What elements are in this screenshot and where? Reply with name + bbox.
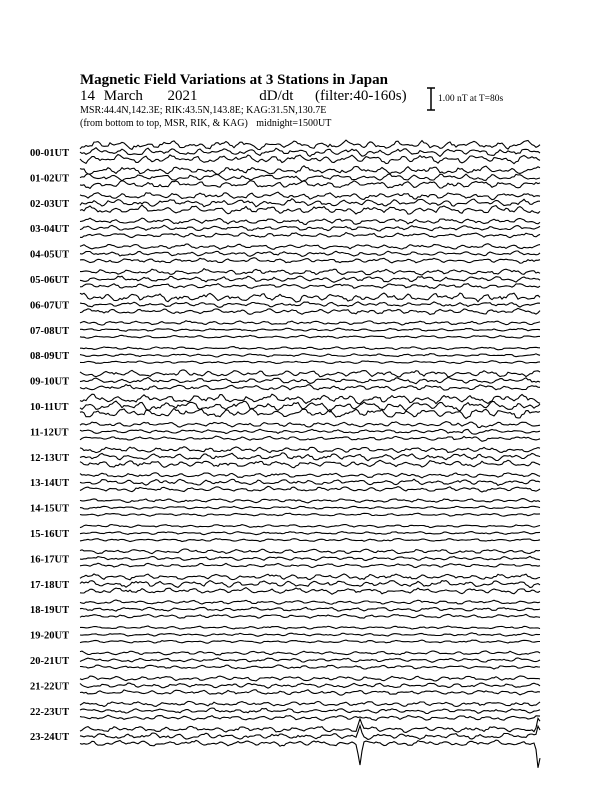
trace-rik (80, 328, 540, 331)
trace-msr (80, 181, 540, 189)
hour-label: 16-17UT (30, 554, 70, 566)
order-text: (from bottom to top, MSR, RIK, & KAG) (80, 118, 248, 129)
trace-msr (80, 205, 540, 214)
trace-kag (80, 676, 540, 681)
trace-rik (80, 453, 540, 461)
hour-label: 10-11UT (30, 402, 69, 413)
hour-label: 07-08UT (30, 325, 70, 337)
trace-msr (80, 486, 540, 492)
scale-bar (427, 88, 435, 110)
trace-rik (80, 354, 540, 357)
trace-msr (80, 361, 540, 364)
hour-label: 02-03UT (30, 198, 70, 210)
trace-msr (80, 284, 540, 289)
hour-label: 17-18UT (30, 579, 70, 591)
hour-label: 08-09UT (30, 351, 70, 363)
midnight-note: midnight=1500UT (256, 118, 332, 129)
hour-label: 14-15UT (30, 503, 70, 515)
trace-kag (80, 600, 540, 604)
trace-msr (80, 258, 540, 264)
trace-rik (80, 251, 540, 256)
hour-label: 03-04UT (30, 224, 70, 236)
trace-msr (80, 740, 540, 768)
trace-msr (80, 563, 540, 567)
hour-label: 01-02UT (30, 173, 70, 185)
trace-kag (80, 574, 540, 580)
hour-label: 21-22UT (30, 681, 70, 693)
date-day: 14 (80, 88, 95, 104)
trace-kag (80, 626, 540, 629)
trace-kag (80, 499, 540, 503)
trace-msr (80, 539, 540, 542)
trace-rik (80, 708, 540, 714)
hour-label: 19-20UT (30, 630, 70, 642)
trace-msr (80, 665, 540, 669)
scale-bar-label: 1.00 nT at T=80s (438, 94, 504, 104)
trace-kag (80, 718, 540, 732)
trace-msr (80, 436, 540, 441)
chart-title: Magnetic Field Variations at 3 Stations in Japan (80, 72, 388, 88)
trace-kag (80, 166, 540, 175)
trace-rik (80, 607, 540, 611)
trace-kag (80, 525, 540, 528)
hour-label: 12-13UT (30, 452, 70, 464)
trace-msr (80, 614, 540, 618)
trace-rik (80, 532, 540, 535)
hour-label: 18-19UT (30, 605, 70, 617)
trace-kag (80, 549, 540, 554)
trace-rik (80, 302, 540, 307)
trace-rik (80, 199, 540, 207)
traces (80, 140, 540, 768)
trace-kag (80, 192, 540, 200)
trace-kag (80, 422, 540, 428)
trace-rik (80, 401, 540, 412)
trace-kag (80, 447, 540, 453)
trace-msr (80, 460, 540, 468)
trace-rik (80, 658, 540, 662)
trace-msr (80, 640, 540, 643)
trace-msr (80, 385, 540, 391)
hour-label: 22-23UT (30, 706, 70, 718)
trace-rik (80, 276, 540, 282)
date-month: March (103, 88, 143, 104)
hour-label: 20-21UT (30, 656, 70, 667)
trace-kag (80, 701, 540, 706)
trace-rik (80, 377, 540, 383)
quantity-label: dD/dt (259, 88, 294, 104)
trace-kag (80, 394, 540, 404)
hour-label: 05-06UT (30, 275, 70, 286)
trace-kag (80, 651, 540, 655)
trace-kag (80, 218, 540, 224)
trace-rik (80, 506, 540, 509)
hour-labels (30, 148, 69, 743)
trace-msr (80, 690, 540, 695)
trace-msr (80, 715, 540, 720)
hour-label: 09-10UT (30, 376, 70, 388)
trace-rik (80, 174, 540, 182)
trace-kag (80, 370, 540, 377)
hour-label: 13-14UT (30, 478, 70, 490)
trace-kag (80, 244, 540, 250)
trace-msr (80, 588, 540, 595)
trace-msr (80, 335, 540, 338)
trace-msr (80, 233, 540, 238)
hour-label: 00-01UT (30, 148, 70, 159)
trace-msr (80, 513, 540, 516)
hour-label: 11-12UT (30, 427, 69, 439)
trace-kag (80, 293, 540, 302)
trace-kag (80, 269, 540, 275)
hour-label: 23-24UT (30, 732, 70, 744)
hour-label: 06-07UT (30, 300, 70, 312)
trace-rik (80, 429, 540, 434)
date-year: 2021 (167, 88, 198, 104)
hour-label: 15-16UT (30, 529, 70, 540)
trace-rik (80, 683, 540, 688)
hour-label: 04-05UT (30, 249, 70, 261)
trace-rik (80, 556, 540, 560)
trace-kag (80, 140, 540, 150)
trace-rik (80, 581, 540, 588)
trace-rik (80, 633, 540, 637)
trace-msr (80, 308, 540, 314)
trace-rik (80, 148, 540, 157)
trace-rik (80, 225, 540, 231)
trace-kag (80, 473, 540, 478)
filter-label: (filter:40-160s) (315, 88, 407, 104)
stations-info: MSR:44.4N,142.3E; RIK:43.5N,143.8E; KAG:31.5N,130.7E (80, 105, 327, 116)
trace-kag (80, 347, 540, 350)
trace-kag (80, 321, 540, 325)
trace-rik (80, 479, 540, 485)
